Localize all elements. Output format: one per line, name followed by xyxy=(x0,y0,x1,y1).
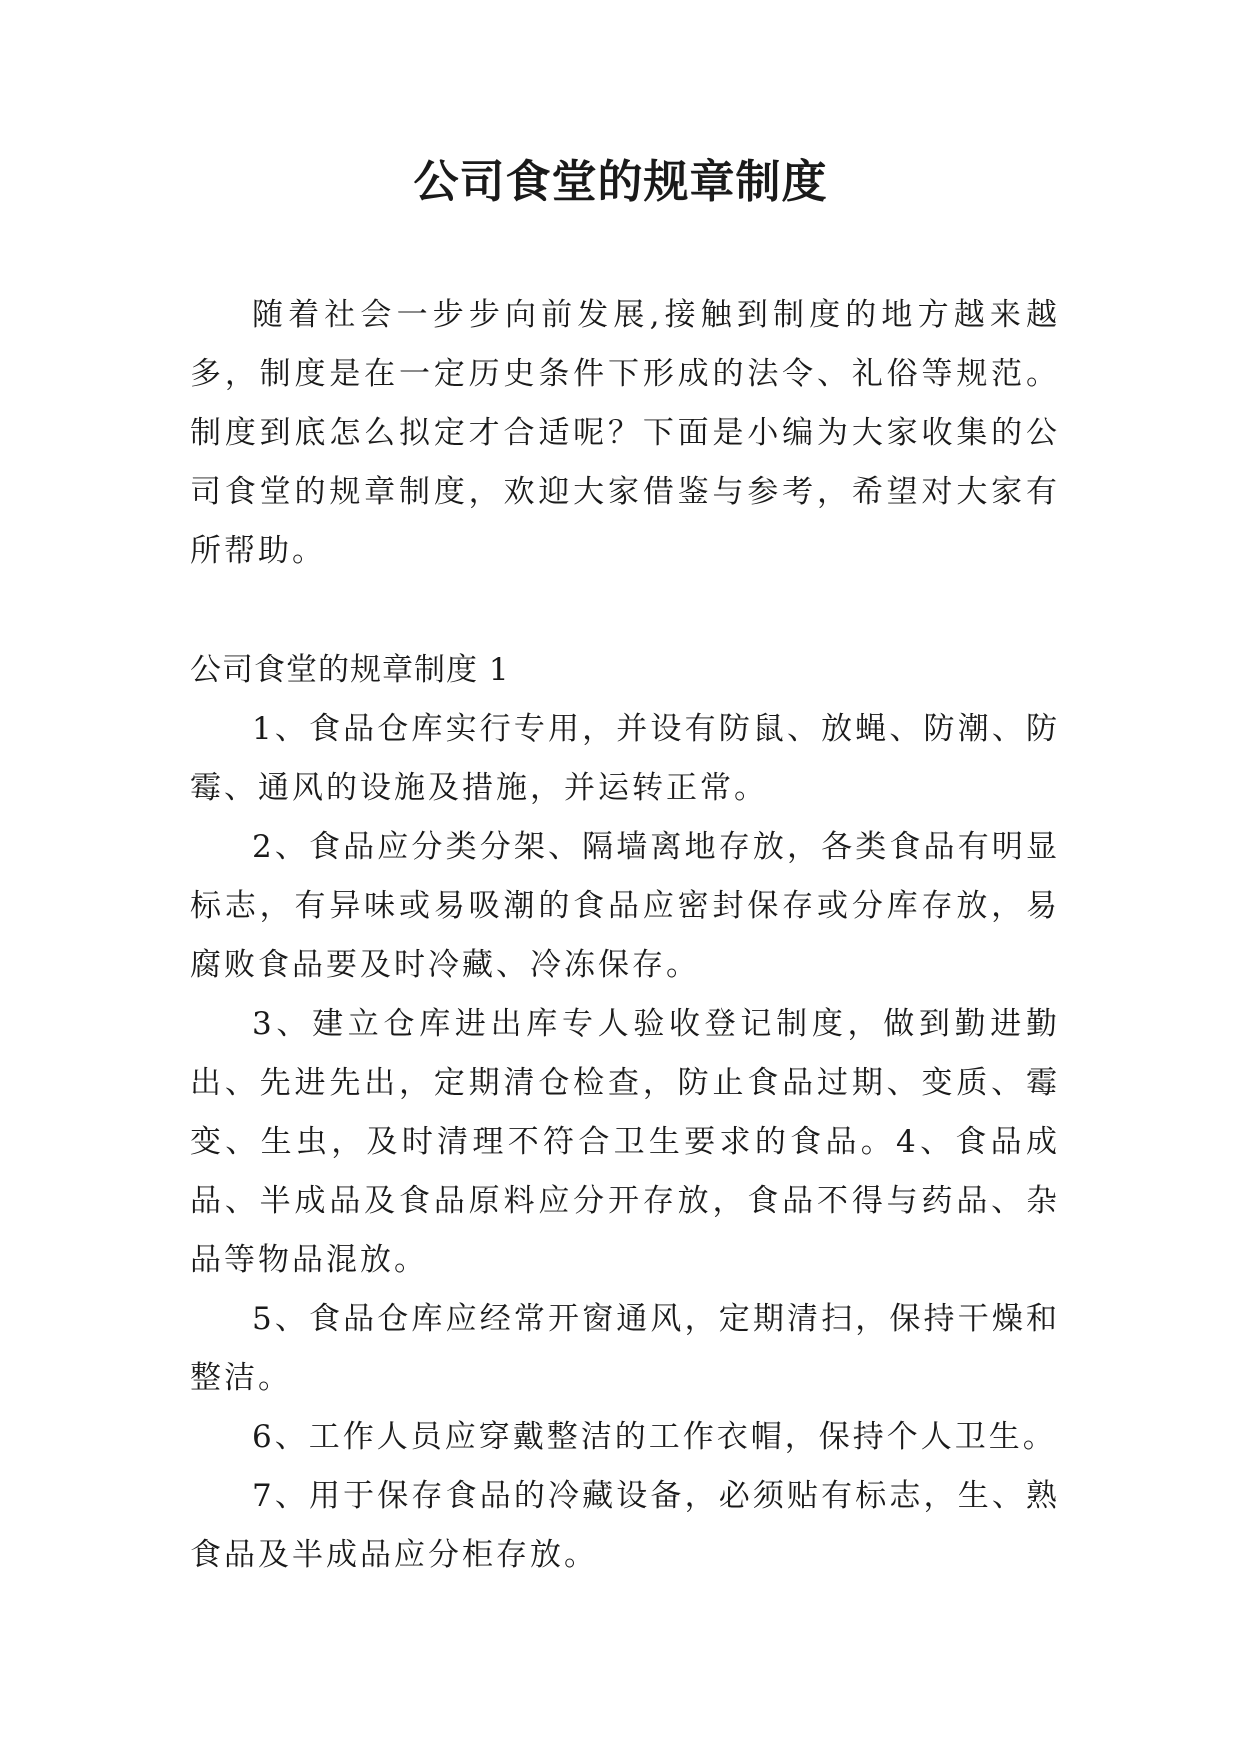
rule-paragraph-2: 2、食品应分类分架、隔墙离地存放，各类食品有明显标志，有异味或易吸潮的食品应密封保存或分库存放，易腐败食品要及时冷藏、冷冻保存。 xyxy=(190,829,1060,983)
intro-paragraph: 随着社会一步步向前发展,接触到制度的地方越来越多，制度是在一定历史条件下形成的法令、礼俗等规范。制度到底怎么拟定才合适呢？下面是小编为大家收集的公司食堂的规章制度，欢迎大家借鉴与参考，希望对大家有所帮助。 xyxy=(190,297,1060,569)
rule-paragraph-5: 5、食品仓库应经常开窗通风，定期清扫，保持干燥和整洁。 xyxy=(190,1301,1060,1396)
section-heading: 公司食堂的规章制度 1 xyxy=(190,652,510,688)
rule-paragraph-1: 1、食品仓库实行专用，并设有防鼠、放蝇、防潮、防霉、通风的设施及措施，并运转正常。 xyxy=(190,711,1060,806)
rule-paragraph-6: 6、工作人员应穿戴整洁的工作衣帽，保持个人卫生。 xyxy=(252,1419,1057,1455)
rule-paragraph-3: 3、建立仓库进出库专人验收登记制度，做到勤进勤出、先进先出，定期清仓检查，防止食品过期、变质、霉变、生虫，及时清理不符合卫生要求的食品。4、食品成品、半成品及食品原料应分开存放，食品不得与药品、杂品等物品混放。 xyxy=(190,1006,1060,1278)
document-body xyxy=(190,286,1060,1585)
rule-paragraph-7: 7、用于保存食品的冷藏设备，必须贴有标志，生、熟食品及半成品应分柜存放。 xyxy=(190,1478,1060,1573)
document-title: 公司食堂的规章制度 xyxy=(413,155,828,208)
